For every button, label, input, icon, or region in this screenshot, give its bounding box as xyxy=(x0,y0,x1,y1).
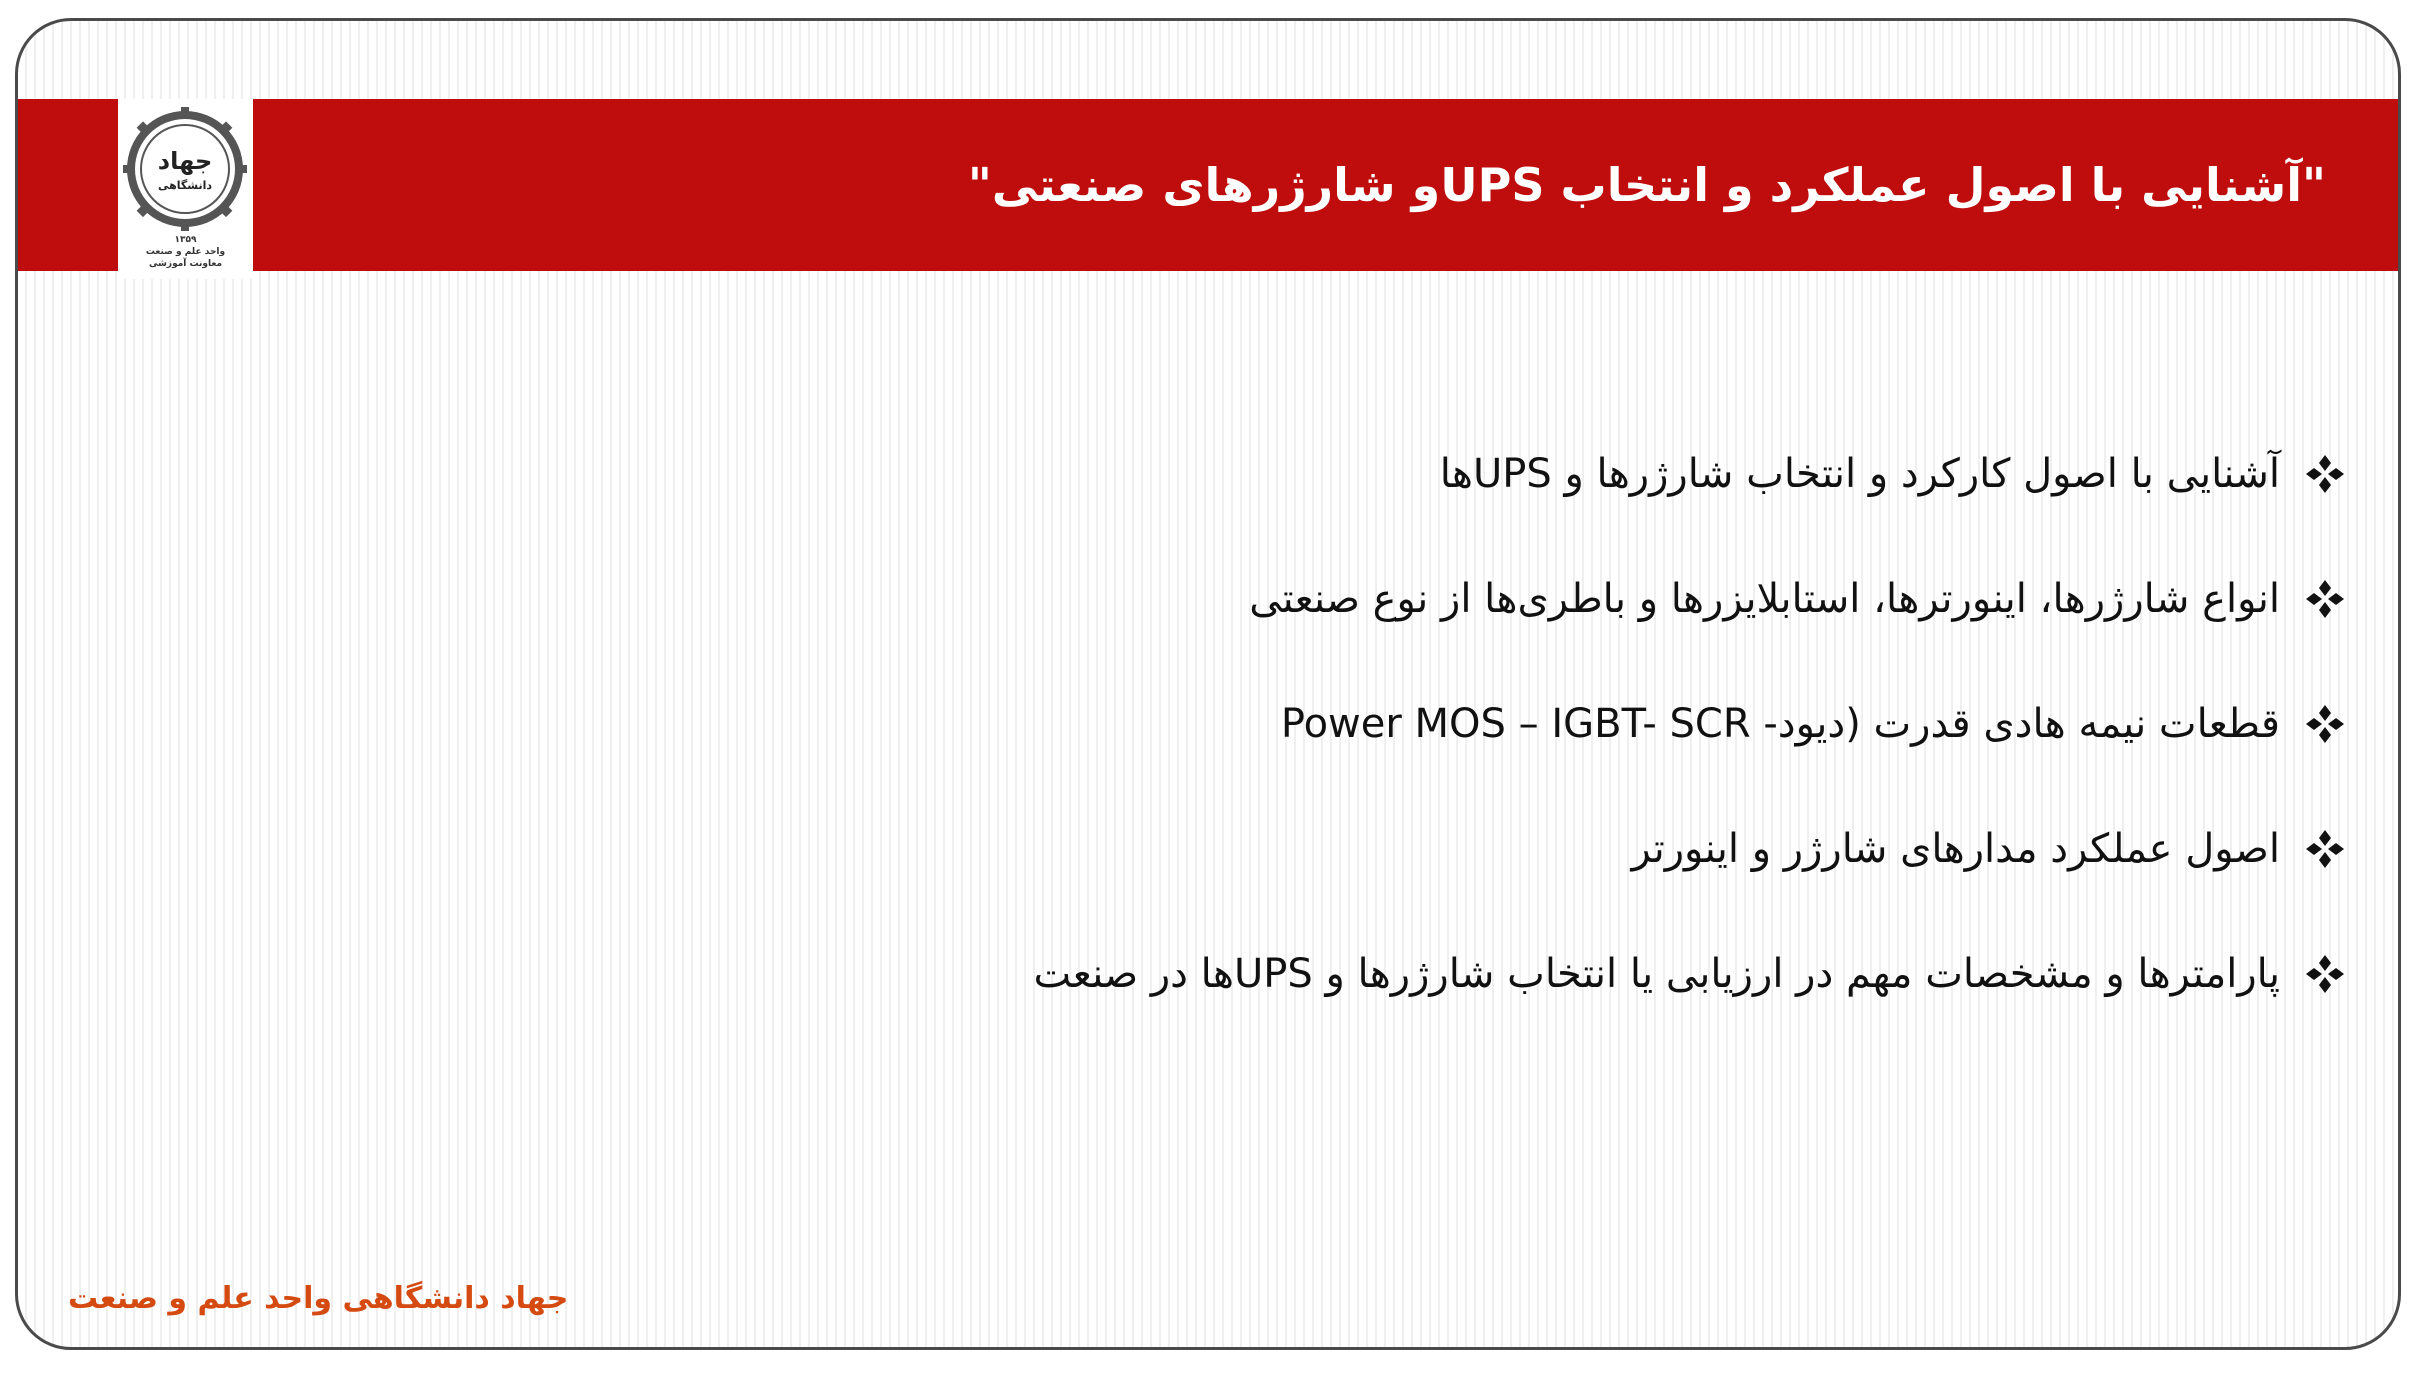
logo xyxy=(118,99,253,279)
logo-brand-text: جهاد xyxy=(157,147,213,175)
list-item xyxy=(446,536,2346,661)
list-item xyxy=(446,786,2346,911)
logo-unit-line: واحد علم و صنعت xyxy=(145,247,226,257)
bullet-list xyxy=(446,411,2346,1036)
footer-organization-text: جهاد دانشگاهی واحد علم و صنعت xyxy=(68,1281,569,1316)
slide-frame xyxy=(15,18,2401,1350)
bullet-text: آشنایی با اصول کارکرد و انتخاب شارژرها و UPSها xyxy=(1439,450,2280,497)
bullet-text: قطعات نیمه هادی قدرت (دیود- Power MOS – IGBT- SCR xyxy=(1280,700,2280,747)
four-diamond-bullet-icon xyxy=(2304,953,2346,995)
four-diamond-bullet-icon xyxy=(2304,828,2346,870)
logo-year: ۱۳۵۹ xyxy=(174,235,197,245)
gear-seal-logo-icon xyxy=(123,107,247,231)
four-diamond-bullet-icon xyxy=(2304,703,2346,745)
logo-sub-text: دانشگاهی xyxy=(157,179,213,192)
bullet-text: پارامترها و مشخصات مهم در ارزیابی یا انتخاب شارژرها و UPSها در صنعت xyxy=(1033,950,2280,997)
logo-dept-line: معاونت آموزشی xyxy=(148,259,223,269)
slide-title: "آشنایی با اصول عملکرد و انتخاب UPSو شارژرهای صنعتی" xyxy=(967,158,2326,212)
list-item xyxy=(446,661,2346,786)
bullet-text: اصول عملکرد مدارهای شارژر و اینورتر xyxy=(1631,825,2280,872)
bullet-text: انواع شارژرها، اینورترها، استابلایزرها و باطری‌ها از نوع صنعتی xyxy=(1249,575,2280,622)
four-diamond-bullet-icon xyxy=(2304,453,2346,495)
footer-organization xyxy=(68,1281,588,1316)
list-item xyxy=(446,411,2346,536)
list-item xyxy=(446,911,2346,1036)
four-diamond-bullet-icon xyxy=(2304,578,2346,620)
